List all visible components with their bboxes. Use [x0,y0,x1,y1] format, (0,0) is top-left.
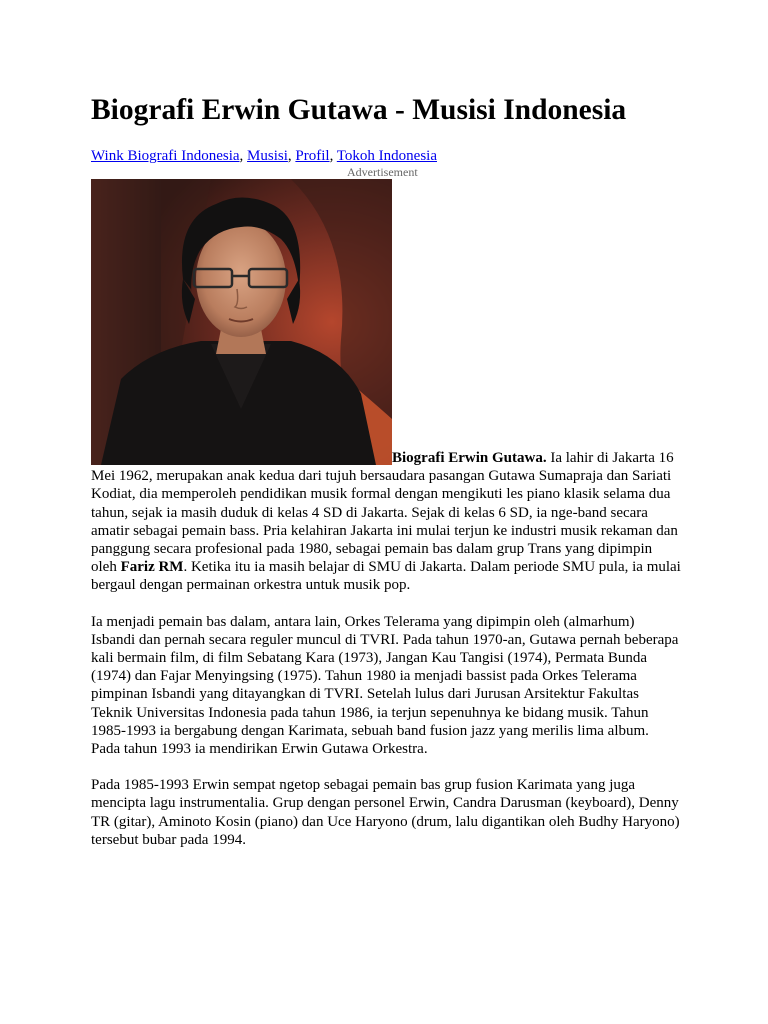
category-link-profil[interactable]: Profil [295,148,330,164]
paragraph-1-text-b: . Ketika itu ia masih belajar di SMU di Jakarta. Dalam periode SMU pula, ia mulai bergaul dengan permainan orkestra untuk musik pop. [91,559,681,594]
category-link-wink-biografi[interactable]: Wink Biografi Indonesia [91,148,240,164]
category-link-musisi[interactable]: Musisi [247,148,288,164]
portrait-photo [91,179,392,465]
category-separator: , [329,148,337,164]
lead-bold: Biografi Erwin Gutawa. [392,450,547,466]
page-title: Biografi Erwin Gutawa - Musisi Indonesia [91,94,627,126]
advertisement-label: Advertisement [347,165,418,179]
category-links [91,146,437,166]
paragraph-1-text-a: Ia lahir di Jakarta 16 Mei 1962, merupakan anak kedua dari tujuh bersaudara pasangan Gutawa Sumapraja dan Sariati Kodiat, dia memperoleh pendidikan musik formal dengan mengikuti les piano klasik selama dua tahun, sejak ia masih duduk di kelas 4 SD di Jakarta. Sejak di kelas 6 SD, ia nge-band secara amatir sebagai pemain bass. Pria kelahiran Jakarta ini mulai terjun ke industri musik rekaman dan panggung secara profesional pada 1980, sebagai pemain bas dalam grup Trans yang dipimpin oleh [91,450,678,576]
category-separator: , [239,148,248,164]
category-link-tokoh-indonesia[interactable]: Tokoh Indonesia [336,148,437,164]
paragraph-2: Ia menjadi pemain bas dalam, antara lain, Orkes Telerama yang dipimpin oleh (almarhum) Isbandi dan pernah secara reguler muncul di TVRI. Pada tahun 1970-an, Gutawa pernah beberapa kali bermain film, di film Sebatang Kara (1973), Jangan Kau Tangisi (1974), Permata Bunda (1974) dan Fajar Menyingsing (1975). Tahun 1980 ia menjadi bassist pada Orkes Telerama pimpinan Isbandi yang ditayangkan di TVRI. Setelah lulus dari Jurusan Arsitektur Fakultas Teknik Universitas Indonesia pada tahun 1986, ia terjun sepenuhnya ke bidang musik. Tahun 1985-1993 ia bergabung dengan Karimata, sebuah band fusion jazz yang merilis lima album. Pada tahun 1993 ia mendirikan Erwin Gutawa Orkestra. [91,613,679,758]
paragraph-3: Pada 1985-1993 Erwin sempat ngetop sebagai pemain bas grup fusion Karimata yang juga mencipta lagu instrumentalia. Grup dengan personel Erwin, Candra Darusman (keyboard), Denny TR (gitar), Aminoto Kosin (piano) dan Uce Haryono (drum, lalu digantikan oleh Budhy Haryono) tersebut bubar pada 1994. [91,777,680,848]
paragraph-1 [91,449,681,595]
category-separator: , [287,148,296,164]
bold-name: Fariz RM [120,559,184,576]
article-body [91,449,681,849]
